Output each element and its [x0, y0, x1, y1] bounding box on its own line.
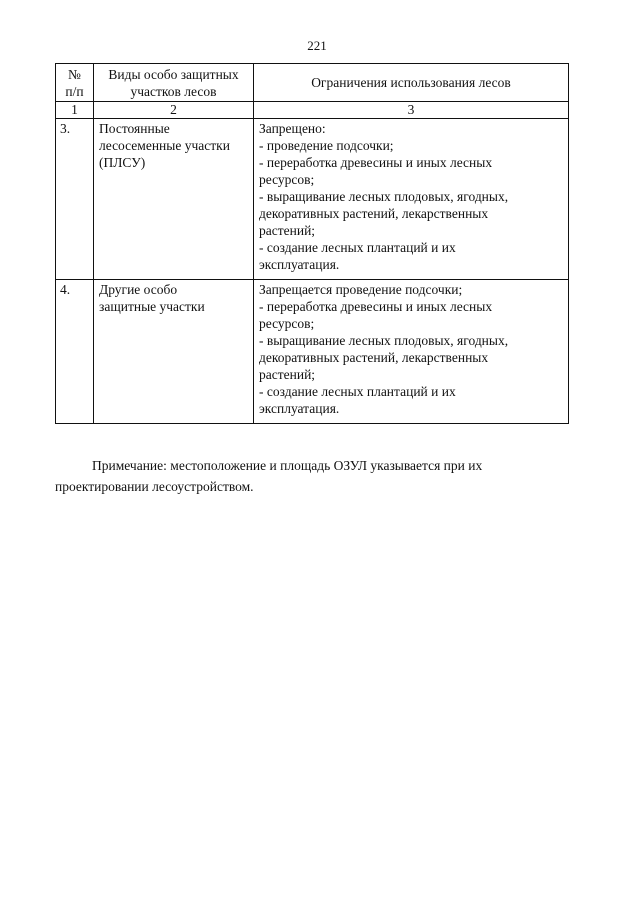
page-number: 221 — [307, 38, 327, 53]
column-index: 2 — [94, 102, 254, 119]
restriction-line: - переработка древесины и иных лесных — [259, 155, 493, 170]
note-line: проектировании лесоустройством. — [55, 479, 254, 494]
row-area-type — [94, 280, 254, 424]
restriction-line: растений; — [259, 223, 316, 238]
restriction-line: - проведение подсочки; — [259, 138, 394, 153]
area-type-line: Постоянные — [99, 121, 170, 136]
row-area-type — [94, 119, 254, 280]
restriction-line: ресурсов; — [259, 316, 315, 331]
header-number — [56, 64, 94, 102]
table-header-row — [56, 64, 569, 102]
header-area-type-line: Виды особо защитных — [108, 66, 239, 82]
column-index-row — [56, 102, 569, 119]
note-line: Примечание: местоположение и площадь ОЗУЛ указывается при их — [92, 458, 483, 473]
restriction-line: эксплуатация. — [259, 257, 340, 272]
restriction-line: Запрещено: — [259, 121, 326, 136]
restriction-line: ресурсов; — [259, 172, 315, 187]
row-number: 4. — [56, 280, 94, 424]
row-number: 3. — [56, 119, 94, 280]
column-index: 3 — [254, 102, 569, 119]
restriction-line: - создание лесных плантаций и их — [259, 384, 456, 399]
row-restrictions — [254, 119, 569, 280]
header-number-line: № — [68, 66, 81, 82]
area-type-line: Другие особо — [99, 282, 178, 297]
restrictions-table — [55, 63, 569, 424]
restriction-line: эксплуатация. — [259, 401, 340, 416]
restriction-line: - выращивание лесных плодовых, ягодных, — [259, 189, 509, 204]
row-restrictions — [254, 280, 569, 424]
header-area-type-line: участков лесов — [130, 83, 217, 99]
area-type-line: защитные участки — [99, 299, 205, 314]
header-restrictions: Ограничения использования лесов — [254, 64, 569, 102]
header-number-line: п/п — [65, 83, 84, 99]
restriction-line: Запрещается проведение подсочки; — [259, 282, 463, 297]
note-paragraph — [55, 455, 575, 497]
restriction-line: - переработка древесины и иных лесных — [259, 299, 493, 314]
restriction-line: декоративных растений, лекарственных — [259, 206, 489, 221]
area-type-line: (ПЛСУ) — [99, 155, 146, 170]
table-row — [56, 119, 569, 280]
area-type-line: лесосеменные участки — [99, 138, 230, 153]
column-index: 1 — [56, 102, 94, 119]
restriction-line: растений; — [259, 367, 316, 382]
restriction-line: декоративных растений, лекарственных — [259, 350, 489, 365]
header-area-type — [94, 64, 254, 102]
table-row — [56, 280, 569, 424]
restriction-line: - выращивание лесных плодовых, ягодных, — [259, 333, 509, 348]
restriction-line: - создание лесных плантаций и их — [259, 240, 456, 255]
